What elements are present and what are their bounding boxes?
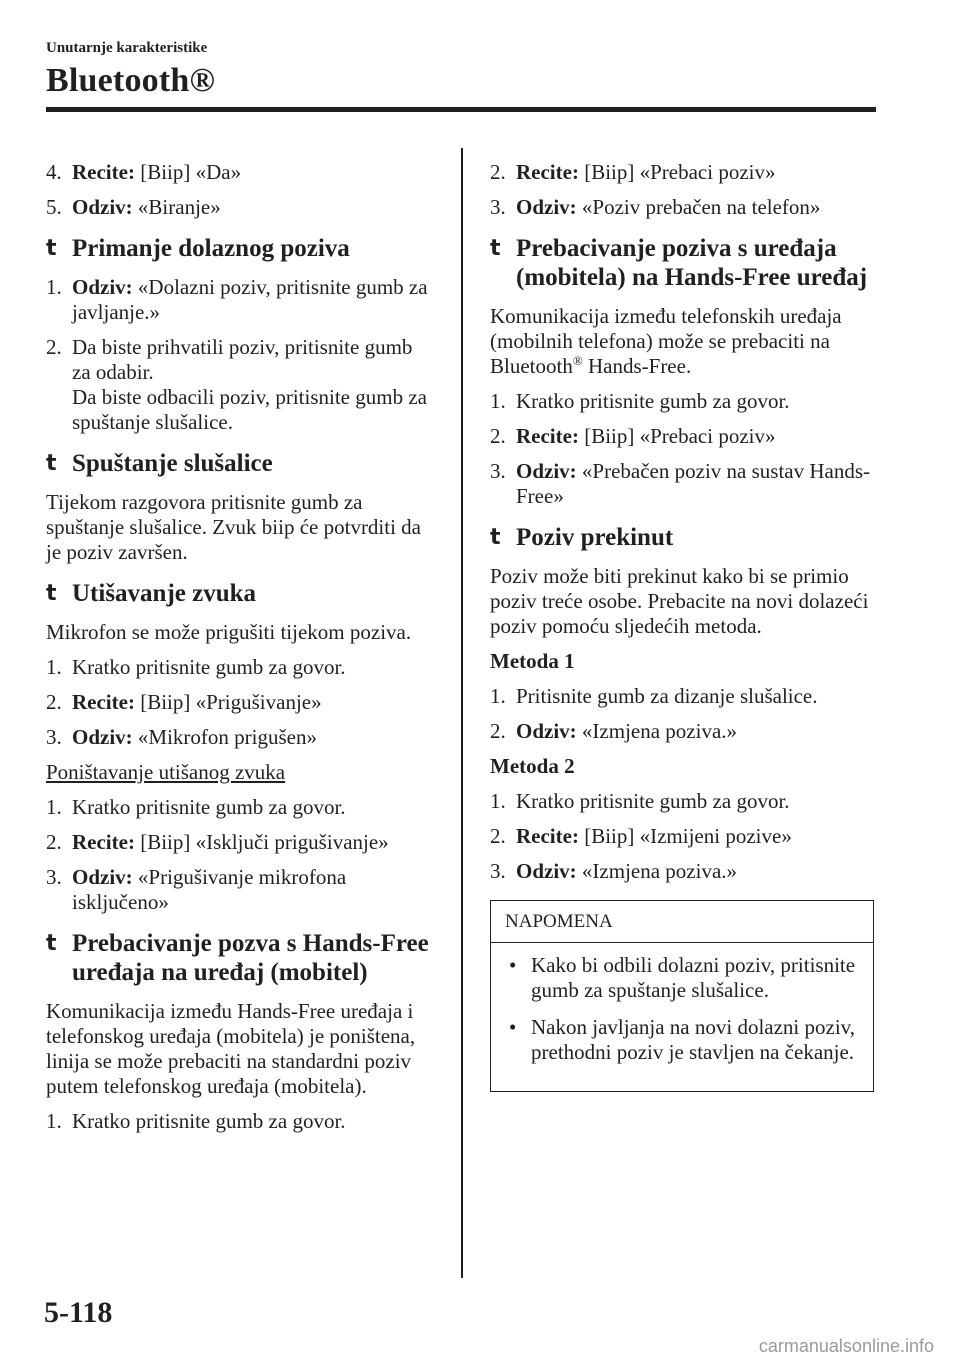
page-number: 5-118: [44, 1296, 113, 1329]
step-2: 2. Recite: [Biip] «Izmijeni pozive»: [490, 824, 792, 848]
step-2: 2. Recite: [Biip] «Prebaci poziv»: [490, 424, 776, 448]
step-2: 2. Da biste prihvatili poziv, pritisnite gumb za odabir. Da biste odbacili poziv, pritisnite gumb za spuštanje slušalice.: [46, 335, 427, 434]
section-marker-icon: t: [490, 525, 501, 550]
section-marker-icon: t: [46, 931, 57, 956]
step-3: 3. Odziv: «Mikrofon prigušen»: [46, 725, 317, 749]
section-marker-icon: t: [46, 236, 57, 261]
header-rule: [46, 107, 876, 112]
heading-mute: t Utišavanje zvuka: [46, 580, 257, 607]
step-2: 2. Recite: [Biip] «Isključi prigušivanje»: [46, 830, 389, 854]
note-box: [490, 900, 874, 1092]
section-marker-icon: t: [46, 451, 57, 476]
step-3: 3. Odziv: «Prebačen poziv na sustav Hands-Free»: [490, 459, 871, 508]
paragraph: Komunikacija između telefonskih uređaja (mobilnih telefona) može se prebaciti na Bluetooth® Hands-Free.: [490, 304, 842, 378]
step-2: 2. Odziv: «Izmjena poziva.»: [490, 719, 738, 743]
heading-incoming-call: t Primanje dolaznog poziva: [46, 235, 350, 262]
step-3: 3. Odziv: «Izmjena poziva.»: [490, 859, 738, 883]
step-1: 1. Pritisnite gumb za dizanje slušalice.: [490, 684, 818, 708]
method-1-label: Metoda 1: [490, 649, 575, 673]
paragraph: Komunikacija između Hands-Free uređaja i telefonskog uređaja (mobitela) je poništena, linija se može prebaciti na standardni poziv putem telefonskog uređaja (mobitela).: [46, 999, 416, 1098]
subheading-unmute: Poništavanje utišanog zvuka: [46, 760, 286, 784]
note-body: [491, 943, 873, 1091]
section-label: Unutarnje karakteristike: [46, 40, 208, 56]
step-4: 4. Recite: [Biip] «Da»: [46, 160, 242, 184]
section-marker-icon: t: [490, 236, 501, 261]
paragraph: Poziv može biti prekinut kako bi se primio poziv treće osobe. Prebacite na novi dolazeći poziv pomoću sljedećih metoda.: [490, 564, 869, 638]
note-bullet: • Kako bi odbili dolazni poziv, pritisnite gumb za spuštanje slušalice.: [509, 953, 856, 1002]
step-1: 1. Kratko pritisnite gumb za govor.: [490, 789, 790, 813]
step-1: 1. Kratko pritisnite gumb za govor.: [46, 655, 346, 679]
method-2-label: Metoda 2: [490, 754, 575, 778]
step-3: 3. Odziv: «Poziv prebačen na telefon»: [490, 195, 821, 219]
section-marker-icon: t: [46, 581, 57, 606]
page-title: Bluetooth®: [46, 62, 216, 99]
heading-transfer-to-mobile: t Prebacivanje pozva s Hands-Free uređaja na uređaj (mobitel): [46, 930, 429, 986]
note-bullet: • Nakon javljanja na novi dolazni poziv, prethodni poziv je stavljen na čekanje.: [509, 1015, 856, 1064]
step-1: 1. Kratko pritisnite gumb za govor.: [46, 1109, 346, 1133]
heading-hang-up: t Spuštanje slušalice: [46, 450, 273, 477]
step-1: 1. Odziv: «Dolazni poziv, pritisnite gumb za javljanje.»: [46, 275, 428, 324]
step-2: 2. Recite: [Biip] «Prebaci poziv»: [490, 160, 776, 184]
step-2: 2. Recite: [Biip] «Prigušivanje»: [46, 690, 322, 714]
watermark: carmanualsonline.info: [758, 1336, 934, 1356]
left-column: [46, 160, 436, 1144]
step-1: 1. Kratko pritisnite gumb za govor.: [46, 795, 346, 819]
heading-call-waiting: t Poziv prekinut: [490, 524, 674, 551]
column-divider: [461, 148, 463, 1278]
bullet-icon: •: [509, 1015, 517, 1039]
paragraph: Tijekom razgovora pritisnite gumb za spuštanje slušalice. Zvuk biip će potvrditi da je poziv završen.: [46, 490, 422, 564]
bullet-icon: •: [509, 953, 517, 977]
step-5: 5. Odziv: «Biranje»: [46, 195, 221, 219]
step-3: 3. Odziv: «Prigušivanje mikrofona isključeno»: [46, 865, 347, 914]
paragraph: Mikrofon se može prigušiti tijekom poziva.: [46, 620, 412, 644]
heading-transfer-to-handsfree: t Prebacivanje poziva s uređaja (mobitela) na Hands-Free uređaj: [490, 235, 868, 291]
step-1: 1. Kratko pritisnite gumb za govor.: [490, 389, 790, 413]
right-column: [490, 160, 880, 1092]
note-title: NAPOMENA: [491, 901, 873, 943]
